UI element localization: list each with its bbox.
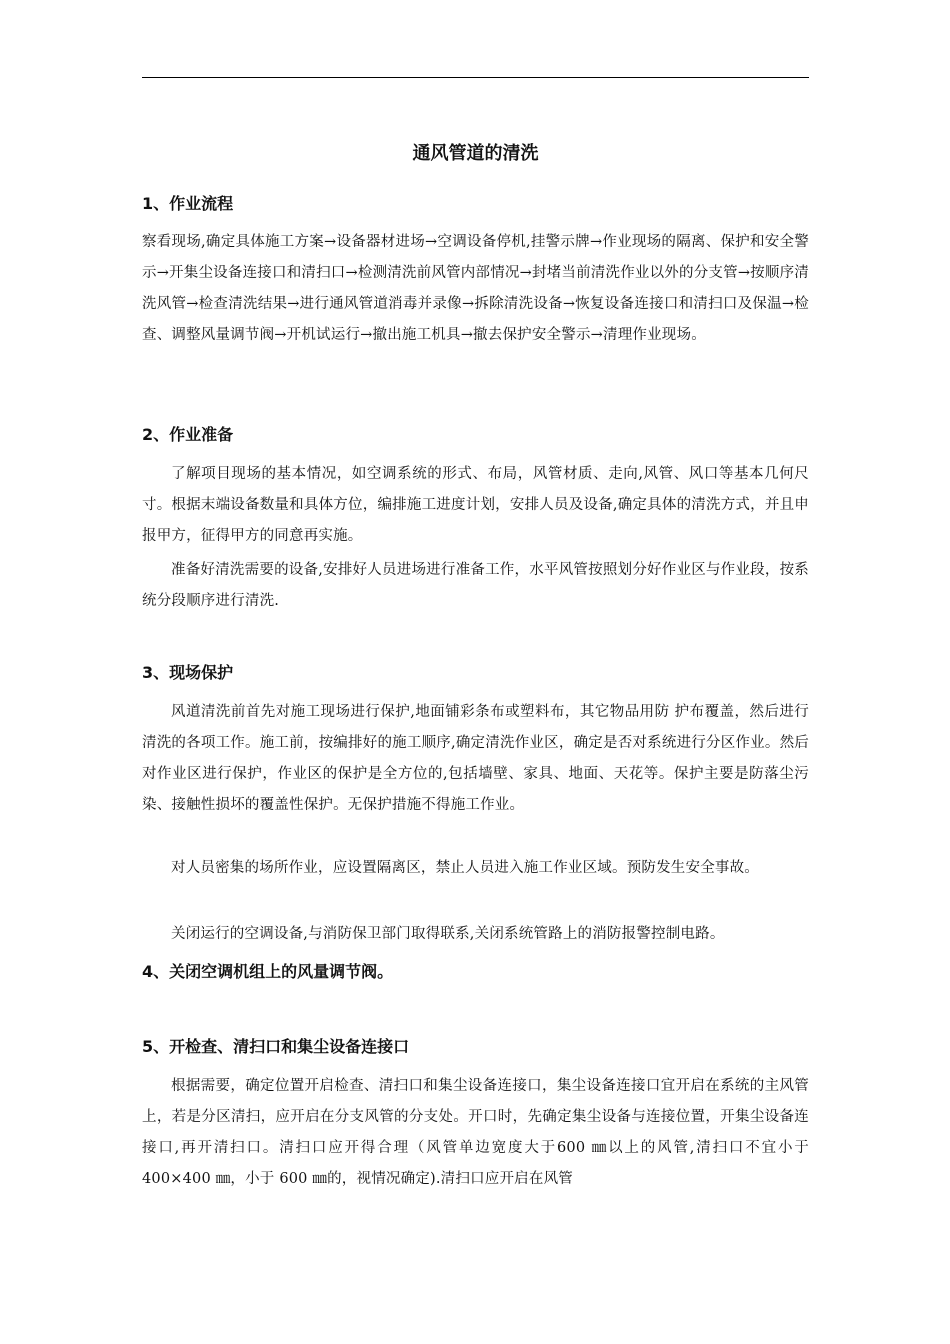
section-3-paragraph-3: 关闭运行的空调设备,与消防保卫部门取得联系,关闭系统管路上的消防报警控制电路。 — [171, 926, 725, 942]
section-2-paragraph-2: 准备好清洗需要的设备,安排好人员进场进行准备工作，水平风管按照划分好作业区与作业段，按系统分段顺序进行清洗. — [142, 562, 809, 609]
section-1-paragraph-1: 察看现场,确定具体施工方案→设备器材进场→空调设备停机,挂警示牌→作业现场的隔离、保护和安全警示→开集尘设备连接口和清扫口→检测清洗前风管内部情况→封堵当前清洗作业以外的分支管→按顺序清洗风管→检查清洗结果→进行通风管道消毒并录像→拆除清洗设备→恢复设备连接口和清扫口及保温→检查、调整风量调节阀→开机试运行→撤出施工机具→撤去保护安全警示→清理作业现场。 — [142, 234, 809, 343]
section-heading-1: 1、作业流程 — [142, 194, 234, 213]
section-heading-4: 4、关闭空调机组上的风量调节阀。 — [142, 962, 394, 981]
section-3-paragraph-1: 风道清洗前首先对施工现场进行保护,地面铺彩条布或塑料布，其它物品用防 护布覆盖，然后进行清洗的各项工作。施工前，按编排好的施工顺序,确定清洗作业区，确定是否对系统进行分区作业。然后对作业区进行保护，作业区的保护是全方位的,包括墙壁、家具、地面、天花等。保护主要是防落尘污染、接触性损坏的覆盖性保护。无保护措施不得施工作业。 — [142, 704, 809, 813]
section-2-paragraph-1: 了解项目现场的基本情况，如空调系统的形式、布局，风管材质、走向,风管、风口等基本几何尺寸。根据末端设备数量和具体方位，编排施工进度计划，安排人员及设备,确定具体的清洗方式，并且申报甲方，征得甲方的同意再实施。 — [142, 466, 809, 544]
section-heading-2: 2、作业准备 — [142, 425, 234, 444]
document-title: 通风管道的清洗 — [412, 143, 539, 164]
header-rule — [142, 77, 809, 78]
section-heading-3: 3、现场保护 — [142, 663, 234, 682]
section-5-paragraph-1: 根据需要，确定位置开启检查、清扫口和集尘设备连接口，集尘设备连接口宜开启在系统的主风管上，若是分区清扫，应开启在分支风管的分支处。开口时，先确定集尘设备与连接位置，开集尘设备连接口,再开清扫口。清扫口应开得合理（风管单边宽度大于600 ㎜以上的风管,清扫口不宜小于 400×400 ㎜，小于 600 ㎜的，视情况确定).清扫口应开启在风管 — [142, 1078, 809, 1187]
section-3-paragraph-2: 对人员密集的场所作业，应设置隔离区，禁止人员进入施工作业区域。预防发生安全事故。 — [171, 860, 759, 876]
section-heading-5: 5、开检查、清扫口和集尘设备连接口 — [142, 1037, 410, 1056]
